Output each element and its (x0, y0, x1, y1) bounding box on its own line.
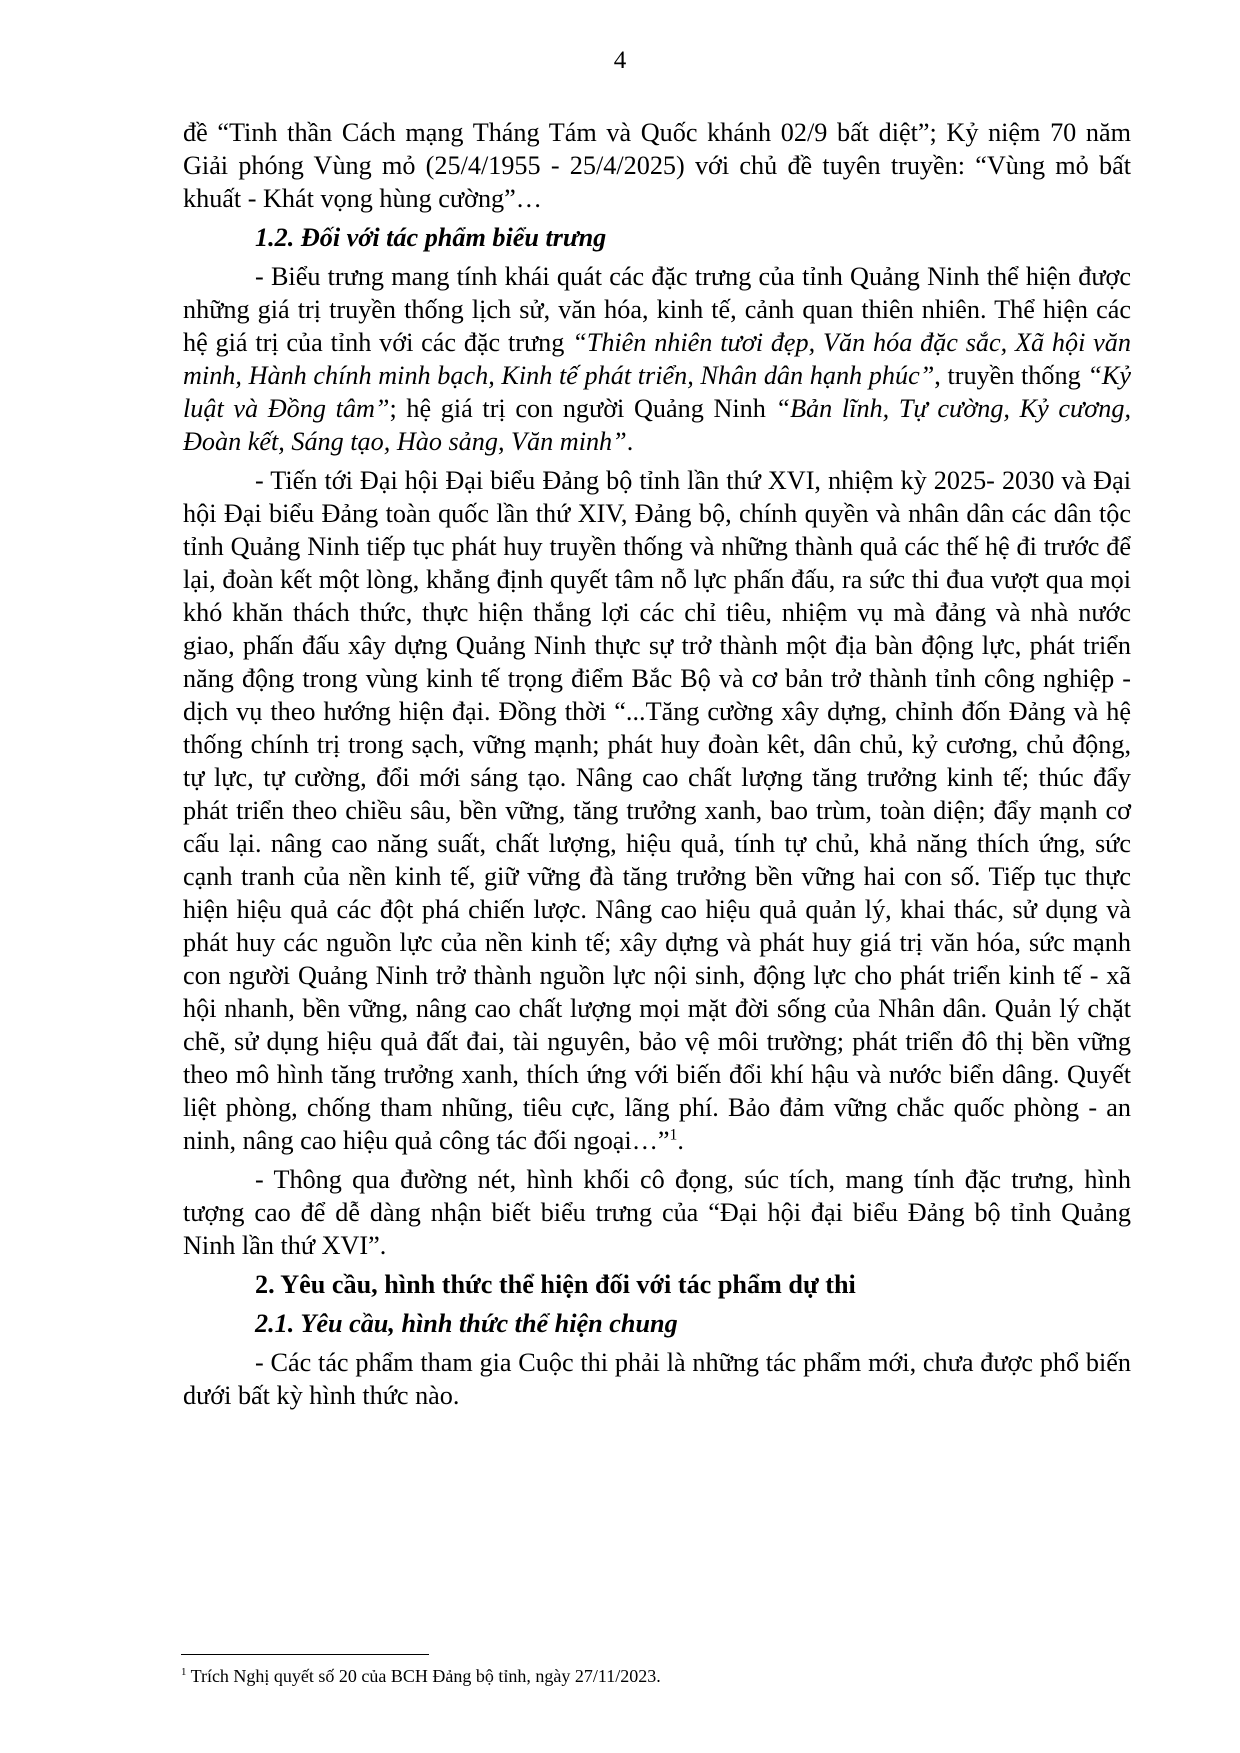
paragraph-emblem-characteristics (183, 260, 1131, 458)
paragraph-congress-goals (183, 464, 1131, 1157)
footnote-text: Trích Nghị quyết số 20 của BCH Đảng bộ tỉnh, ngày 27/11/2023. (186, 1666, 661, 1686)
text-run: ; hệ giá trị con người Quảng Ninh (389, 394, 776, 423)
page-number: 4 (613, 47, 627, 74)
italic-quote-values: “Thiên nhiên tươi đẹp, Văn hóa đặc sắc, Xã hội văn minh, Hành chính minh bạch, Kinh tế phát triển, Nhân dân hạnh phúc” (183, 328, 1131, 390)
text-run: - Biểu trưng mang tính khái quát các đặc trưng của tỉnh Quảng Ninh thể hiện được những giá trị truyền thống lịch sử, văn hóa, kinh tế, cảnh quan thiên nhiên. Thể hiện các hệ giá trị của tỉnh với các đặc trưng (183, 262, 1131, 357)
text-run: . (677, 1126, 684, 1155)
document-body (183, 116, 1131, 1418)
footnote (181, 1664, 1121, 1688)
text-run: , truyền thống (934, 361, 1088, 390)
italic-quote-tradition: “Kỷ luật và Đồng tâm” (183, 361, 1131, 423)
text-run: - Tiến tới Đại hội Đại biểu Đảng bộ tỉnh lần thứ XVI, nhiệm kỳ 2025- 2030 và Đại hội Đại biểu Đảng toàn quốc lần thứ XIV, Đảng bộ, chính quyền và nhân dân các dân tộc tỉnh Quảng Ninh tiếp tục phát huy truyền thống và những thành quả các thế hệ đi trước để lại, đoàn kết một lòng, khẳng định quyết tâm nỗ lực phấn đấu, ra sức thi đua vượt qua mọi khó khăn thách thức, thực hiện thắng lợi các chỉ tiêu, nhiệm vụ mà đảng và nhà nước giao, phấn đấu xây dựng Quảng Ninh thực sự trở thành một địa bàn động lực, phát triển năng động trong vùng kinh tế trọng điểm Bắc Bộ và cơ bản trở thành tỉnh công nghiệp - dịch vụ theo hướng hiện đại. Đồng thời “...Tăng cường xây dựng, chỉnh đốn Đảng và hệ thống chính trị trong sạch, vững mạnh; phát huy đoàn kêt, dân chủ, kỷ cương, chủ động, tự lực, tự cường, đổi mới sáng tạo. Nâng cao chất lượng tăng trưởng kinh tế; thúc đẩy phát triển theo chiều sâu, bền vững, tăng trưởng xanh, bao trùm, toàn diện; đẩy mạnh cơ cấu lại. nâng cao năng suất, chất lượng, hiệu quả, tính tự chủ, khả năng thích ứng, sức cạnh tranh của nền kinh tế, giữ vững đà tăng trưởng bền vững hai con số. Tiếp tục thực hiện hiệu quả các đột phá chiến lược. Nâng cao hiệu quả quản lý, khai thác, sử dụng và phát huy các nguồn lực của nền kinh tế; xây dựng và phát huy giá trị văn hóa, sức mạnh con người Quảng Ninh trở thành nguồn lực nội sinh, động lực cho phát triển kinh tế - xã hội nhanh, bền vững, nâng cao chất lượng mọi mặt đời sống của Nhân dân. Quản lý chặt chẽ, sử dụng hiệu quả đất đai, tài nguyên, bảo vệ môi trường; phát triển đô thị bền vững theo mô hình tăng trưởng xanh, thích ứng với biến đổi khí hậu và nước biển dâng. Quyết liệt phòng, chống tham nhũng, tiêu cực, lãng phí. Bảo đảm vững chắc quốc phòng - an ninh, nâng cao hiệu quả công tác đối ngoại…” (183, 466, 1131, 1155)
section-heading-1-2: 1.2. Đối với tác phẩm biểu trưng (255, 223, 607, 252)
paragraph-new-works-requirement: - Các tác phẩm tham gia Cuộc thi phải là những tác phẩm mới, chưa được phổ biến dưới bất kỳ hình thức nào. (183, 1348, 1131, 1410)
section-heading-2: 2. Yêu cầu, hình thức thể hiện đối với tác phẩm dự thi (255, 1270, 856, 1299)
paragraph-continuation: đề “Tinh thần Cách mạng Tháng Tám và Quốc khánh 02/9 bất diệt”; Kỷ niệm 70 năm Giải phóng Vùng mỏ (25/4/1955 - 25/4/2025) với chủ đề tuyên truyền: “Vùng mỏ bất khuất - Khát vọng hùng cường”… (183, 118, 1131, 213)
footnote-reference: 1 (669, 1126, 678, 1144)
section-heading-2-1: 2.1. Yêu cầu, hình thức thể hiện chung (255, 1309, 678, 1338)
italic-quote-people-values: “Bản lĩnh, Tự cường, Kỷ cương, Đoàn kết, Sáng tạo, Hào sảng, Văn minh” (183, 394, 1131, 456)
paragraph-visual-form: - Thông qua đường nét, hình khối cô đọng, súc tích, mang tính đặc trưng, hình tượng cao để dễ dàng nhận biết biểu trưng của “Đại hội đại biểu Đảng bộ tỉnh Quảng Ninh lần thứ XVI”. (183, 1165, 1131, 1260)
text-run: . (626, 427, 634, 456)
footnote-divider (181, 1654, 429, 1655)
footnote-number: 1 (181, 1666, 187, 1678)
